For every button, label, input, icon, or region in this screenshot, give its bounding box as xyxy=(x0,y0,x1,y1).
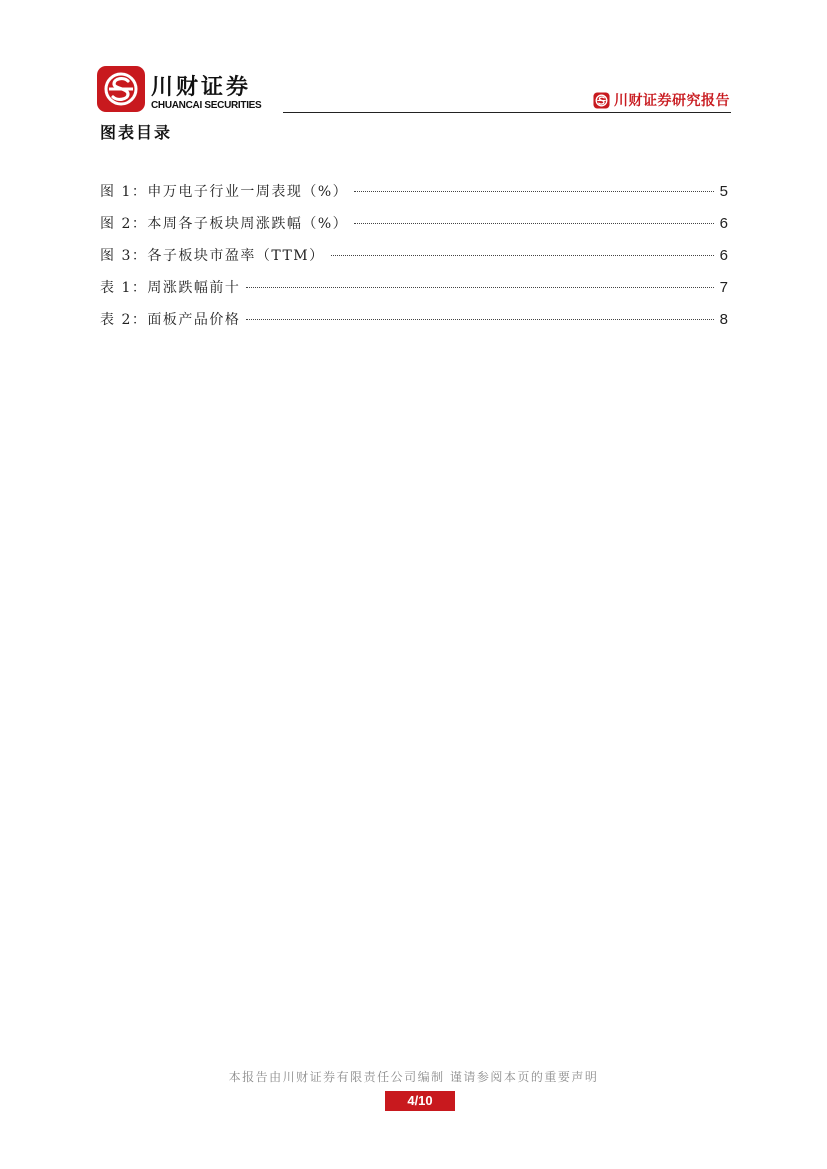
page-number-badge: 4/10 xyxy=(385,1091,455,1111)
toc-leader-dots xyxy=(354,191,713,192)
report-brand-text: 川财证券研究报告 xyxy=(614,93,730,109)
toc-entry-page: 6 xyxy=(719,247,728,264)
toc-entry-page: 6 xyxy=(719,215,728,232)
toc-list xyxy=(100,180,728,340)
toc-entry-page: 5 xyxy=(719,183,728,200)
toc-entry-label: 图 2：本周各子板块周涨跌幅（%） xyxy=(100,216,349,232)
header-divider xyxy=(283,112,731,113)
toc-leader-dots xyxy=(331,255,714,256)
brand-logo-icon xyxy=(593,92,610,109)
toc-entry[interactable] xyxy=(100,244,728,276)
toc-entry-label: 图 3：各子板块市盈率（TTM） xyxy=(100,248,325,264)
toc-entry-label: 图 1：申万电子行业一周表现（%） xyxy=(100,184,349,200)
footer-disclaimer: 本报告由川财证券有限责任公司编制 谨请参阅本页的重要声明 xyxy=(228,1070,599,1084)
toc-entry-page: 7 xyxy=(719,279,728,296)
toc-entry-label: 表 1：周涨跌幅前十 xyxy=(100,280,241,296)
logo-company-name: 川财证券 xyxy=(151,75,252,100)
toc-entry[interactable] xyxy=(100,276,728,308)
toc-entry[interactable] xyxy=(100,212,728,244)
toc-entry-page: 8 xyxy=(719,311,728,328)
toc-entry-label: 表 2：面板产品价格 xyxy=(100,312,241,328)
company-logo-icon xyxy=(97,66,145,112)
toc-entry[interactable] xyxy=(100,308,728,340)
toc-leader-dots xyxy=(246,319,713,320)
logo-company-name-english: CHUANCAI SECURITIES xyxy=(151,100,262,111)
toc-entry[interactable] xyxy=(100,180,728,212)
report-brand xyxy=(593,90,730,110)
toc-title: 图表目录 xyxy=(100,123,173,142)
toc-leader-dots xyxy=(246,287,713,288)
toc-leader-dots xyxy=(354,223,713,224)
